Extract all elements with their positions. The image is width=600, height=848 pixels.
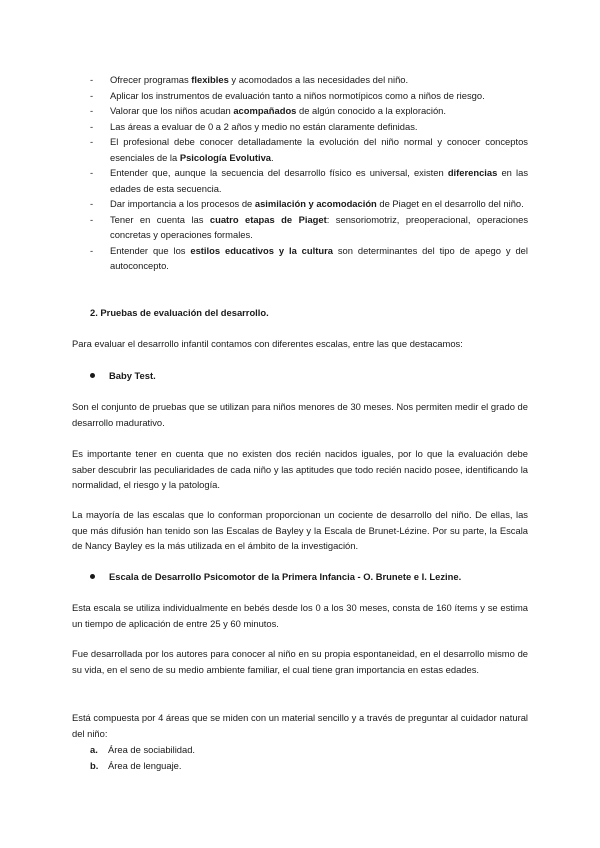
- escala-paragraph-2: Fue desarrollada por los autores para conocer al niño en su propia espontaneidad, en el desarrollo mismo de su vida, en el seno de su medio ambiente familiar, el cual tiene gran importancia en estas edades.: [72, 648, 528, 675]
- dash-marker: -: [90, 74, 94, 85]
- dash-marker: -: [90, 105, 94, 116]
- list-item: - Entender que los estilos educativos y la cultura son determinantes del tipo de apego y del autoconcepto.: [90, 244, 528, 271]
- escala-paragraph-3: Está compuesta por 4 áreas que se miden con un material sencillo y a través de preguntar al cuidador natural del niño:: [72, 712, 528, 739]
- section-heading: 2. Pruebas de evaluación del desarrollo.: [90, 307, 269, 318]
- dash-marker: -: [90, 244, 94, 256]
- baby-test-heading: [90, 368, 156, 384]
- bullet-icon: [90, 574, 95, 579]
- escala-heading: [90, 569, 461, 585]
- list-item: [90, 758, 490, 774]
- dash-marker: -: [90, 120, 94, 132]
- bullet-icon: [90, 373, 95, 378]
- recommendations-list: [90, 72, 528, 274]
- intro-paragraph: Para evaluar el desarrollo infantil contamos con diferentes escalas, entre las que destacamos:: [72, 338, 463, 349]
- list-item: - Valorar que los niños acudan acompañados de algún conocido a la exploración.: [90, 103, 528, 119]
- area-label: Área de lenguaje.: [108, 759, 182, 771]
- dash-marker: -: [90, 167, 94, 178]
- dash-marker: -: [90, 89, 94, 101]
- escala-title: Escala de Desarrollo Psicomotor de la Primera Infancia - O. Brunete e I. Lezine.: [109, 571, 462, 582]
- list-item: - Entender que, aunque la secuencia del desarrollo físico es universal, existen diferencias en las edades de esta secuencia.: [90, 167, 529, 194]
- areas-list: [90, 742, 490, 773]
- area-label: Área de sociabilidad.: [108, 744, 196, 755]
- list-marker: a.: [90, 744, 98, 755]
- baby-test-paragraph-1: Son el conjunto de pruebas que se utilizan para niños menores de 30 meses. Nos permiten medir el grado de desarrollo madurativo.: [72, 401, 528, 428]
- dash-marker: -: [90, 136, 94, 147]
- escala-paragraph-1: Esta escala se utiliza individualmente en bebés desde los 0 a los 30 meses, consta de 160 ítems y se estima un tiempo de aplicación de entre 25 y 60 minutos.: [72, 602, 528, 629]
- list-marker: b.: [90, 759, 99, 771]
- dash-marker: -: [90, 198, 94, 209]
- list-item: - Las áreas a evaluar de 0 a 2 años y medio no están claramente definidas.: [90, 119, 528, 135]
- baby-test-title: Baby Test.: [109, 370, 156, 381]
- baby-test-paragraph-2: Es importante tener en cuenta que no existen dos recién nacidos iguales, por lo que la evaluación debe saber descubrir las peculiaridades de cada niño y las aptitudes que todo recién nacido posee, identificando la normalidad, el riesgo y la patología.: [72, 448, 528, 490]
- baby-test-paragraph-3: La mayoría de las escalas que lo conforman proporcionan un cociente de desarrollo del niño. De ellas, las que más difusión han tenido son las Escalas de Bayley y la Escala de Brunet-Lézine. Por su parte, la Escala de Nancy Bayley es la más utilizada en el ámbito de la investigación.: [72, 509, 528, 551]
- list-item: - Tener en cuenta las cuatro etapas de Piaget: sensoriomotriz, preoperacional, operaciones concretas y operaciones formales.: [90, 213, 529, 240]
- list-item: [90, 742, 490, 758]
- list-item: - Ofrecer programas flexibles y acomodados a las necesidades del niño.: [90, 72, 528, 88]
- list-item: - Dar importancia a los procesos de asimilación y acomodación de Piaget en el desarrollo del niño.: [90, 196, 528, 212]
- list-item: - Aplicar los instrumentos de evaluación tanto a niños normotípicos como a niños de riesgo.: [90, 88, 528, 104]
- dash-marker: -: [90, 213, 94, 225]
- list-item: - El profesional debe conocer detalladamente la evolución del niño normal y conocer conceptos esenciales de la Psicología Evolutiva.: [90, 136, 528, 163]
